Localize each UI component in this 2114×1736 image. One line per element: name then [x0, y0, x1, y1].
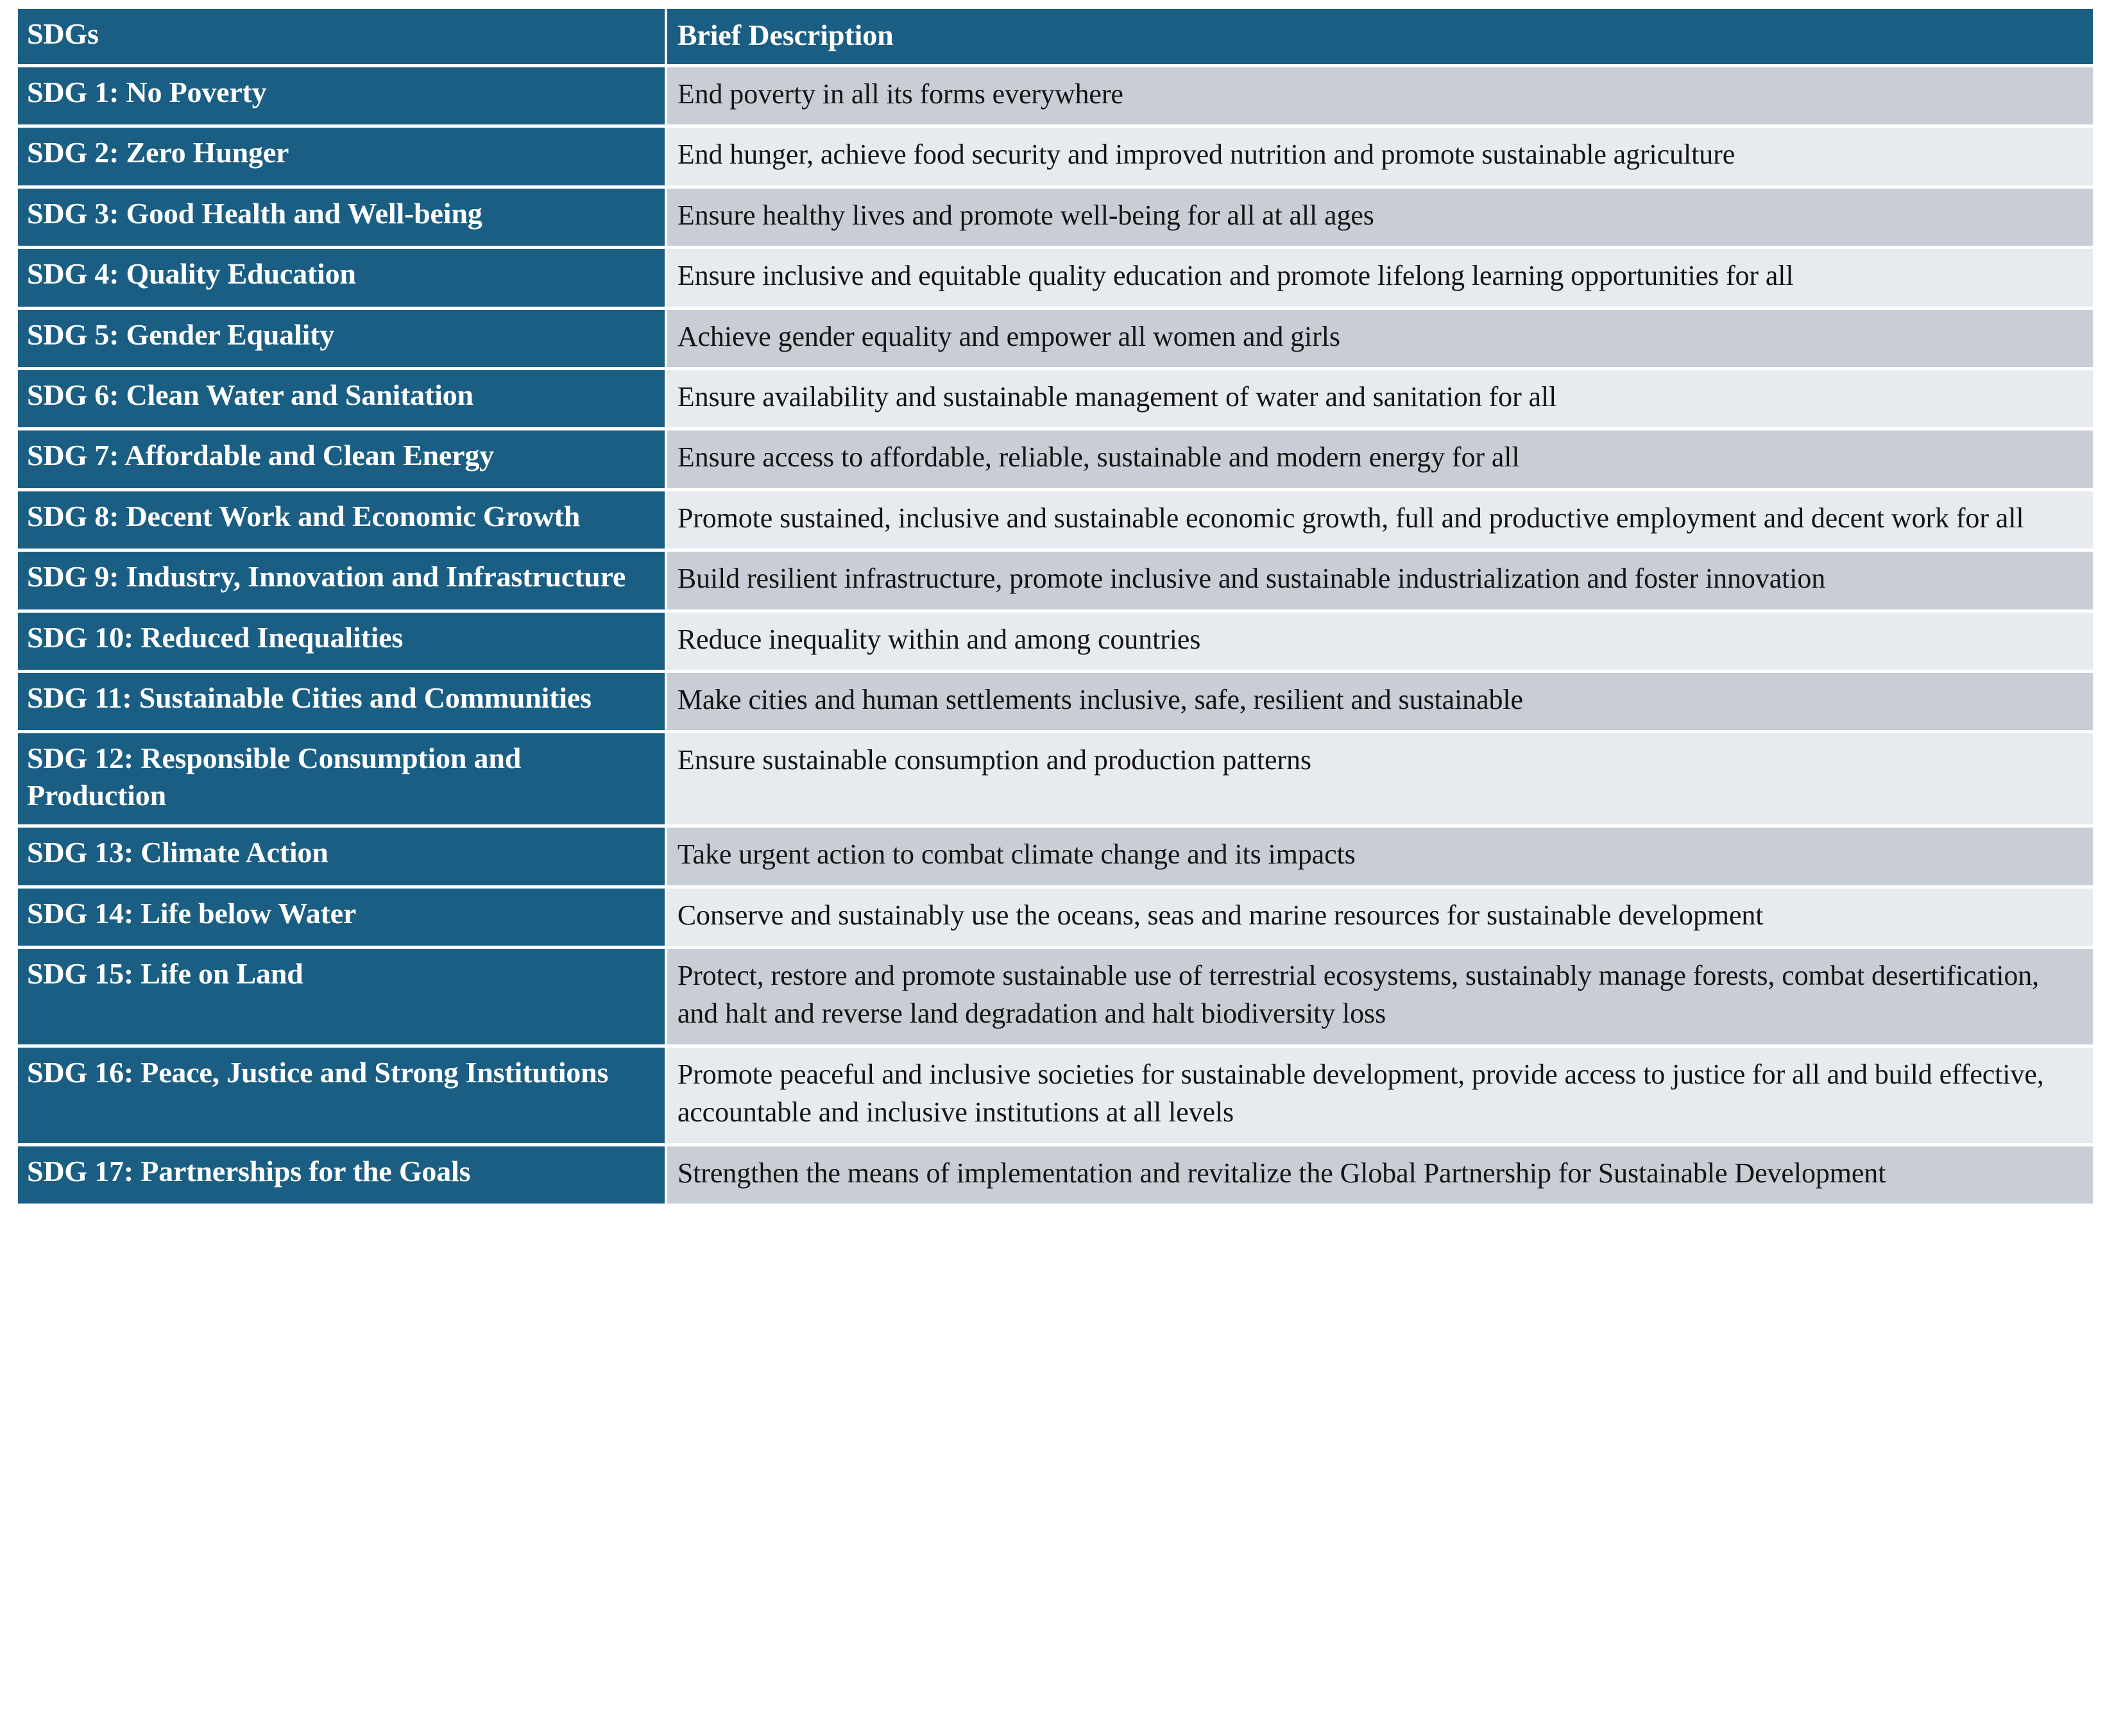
goal-label: SDG 5: Gender Equality — [18, 310, 665, 367]
table-row — [18, 67, 2093, 124]
goal-label: SDG 13: Climate Action — [18, 828, 665, 885]
table-row — [18, 828, 2093, 885]
goal-label: SDG 15: Life on Land — [18, 949, 665, 1044]
goal-label: SDG 6: Clean Water and Sanitation — [18, 370, 665, 427]
table-row — [18, 370, 2093, 427]
goal-label: SDG 1: No Poverty — [18, 67, 665, 124]
table-row — [18, 249, 2093, 306]
table-row — [18, 889, 2093, 946]
goal-description: Conserve and sustainably use the oceans, seas and marine resources for sustainable development — [667, 889, 2093, 946]
sdg-table-body — [15, 6, 2095, 1207]
goal-description: Ensure availability and sustainable management of water and sanitation for all — [667, 370, 2093, 427]
table-row — [18, 1048, 2093, 1143]
goal-label: SDG 11: Sustainable Cities and Communities — [18, 673, 665, 730]
goal-description: Take urgent action to combat climate change and its impacts — [667, 828, 2093, 885]
table-row — [18, 673, 2093, 730]
sdg-table — [18, 9, 2098, 1207]
goal-label: SDG 8: Decent Work and Economic Growth — [18, 491, 665, 549]
goal-label: SDG 12: Responsible Consumption and Production — [18, 733, 665, 824]
goal-label: SDG 2: Zero Hunger — [18, 128, 665, 185]
goal-description: Ensure access to affordable, reliable, sustainable and modern energy for all — [667, 430, 2093, 488]
goal-label: SDG 9: Industry, Innovation and Infrastructure — [18, 552, 665, 609]
table-row — [18, 949, 2093, 1044]
goal-description: Achieve gender equality and empower all women and girls — [667, 310, 2093, 367]
table-header-row — [18, 9, 2093, 64]
table-row — [18, 552, 2093, 609]
goal-label: SDG 16: Peace, Justice and Strong Institutions — [18, 1048, 665, 1143]
goal-description: Make cities and human settlements inclusive, safe, resilient and sustainable — [667, 673, 2093, 730]
table-row — [18, 1146, 2093, 1204]
table-row — [18, 733, 2093, 824]
column-header-brief-description: Brief Description — [667, 9, 2093, 64]
table-row — [18, 310, 2093, 367]
goal-description: Protect, restore and promote sustainable use of terrestrial ecosystems, sustainably manage forests, combat desertification, and halt and reverse land degradation and halt biodiversity loss — [667, 949, 2093, 1044]
goal-label: SDG 3: Good Health and Well-being — [18, 189, 665, 246]
goal-label: SDG 7: Affordable and Clean Energy — [18, 430, 665, 488]
goal-description: Ensure sustainable consumption and production patterns — [667, 733, 2093, 824]
table-row — [18, 128, 2093, 185]
goal-label: SDG 10: Reduced Inequalities — [18, 613, 665, 670]
goal-description: Build resilient infrastructure, promote inclusive and sustainable industrialization and foster innovation — [667, 552, 2093, 609]
goal-description: Promote sustained, inclusive and sustainable economic growth, full and productive employment and decent work for all — [667, 491, 2093, 549]
table-row — [18, 430, 2093, 488]
goal-label: SDG 14: Life below Water — [18, 889, 665, 946]
table-row — [18, 491, 2093, 549]
goal-description: Ensure healthy lives and promote well-being for all at all ages — [667, 189, 2093, 246]
goal-description: Reduce inequality within and among countries — [667, 613, 2093, 670]
goal-description: Ensure inclusive and equitable quality education and promote lifelong learning opportunities for all — [667, 249, 2093, 306]
goal-label: SDG 4: Quality Education — [18, 249, 665, 306]
table-row — [18, 613, 2093, 670]
goal-label: SDG 17: Partnerships for the Goals — [18, 1146, 665, 1204]
table-row — [18, 189, 2093, 246]
column-header-sdgs: SDGs — [18, 9, 665, 64]
goal-description: End poverty in all its forms everywhere — [667, 67, 2093, 124]
goal-description: Promote peaceful and inclusive societies for sustainable development, provide access to justice for all and build effective, accountable and inclusive institutions at all levels — [667, 1048, 2093, 1143]
goal-description: End hunger, achieve food security and improved nutrition and promote sustainable agriculture — [667, 128, 2093, 185]
goal-description: Strengthen the means of implementation and revitalize the Global Partnership for Sustainable Development — [667, 1146, 2093, 1204]
